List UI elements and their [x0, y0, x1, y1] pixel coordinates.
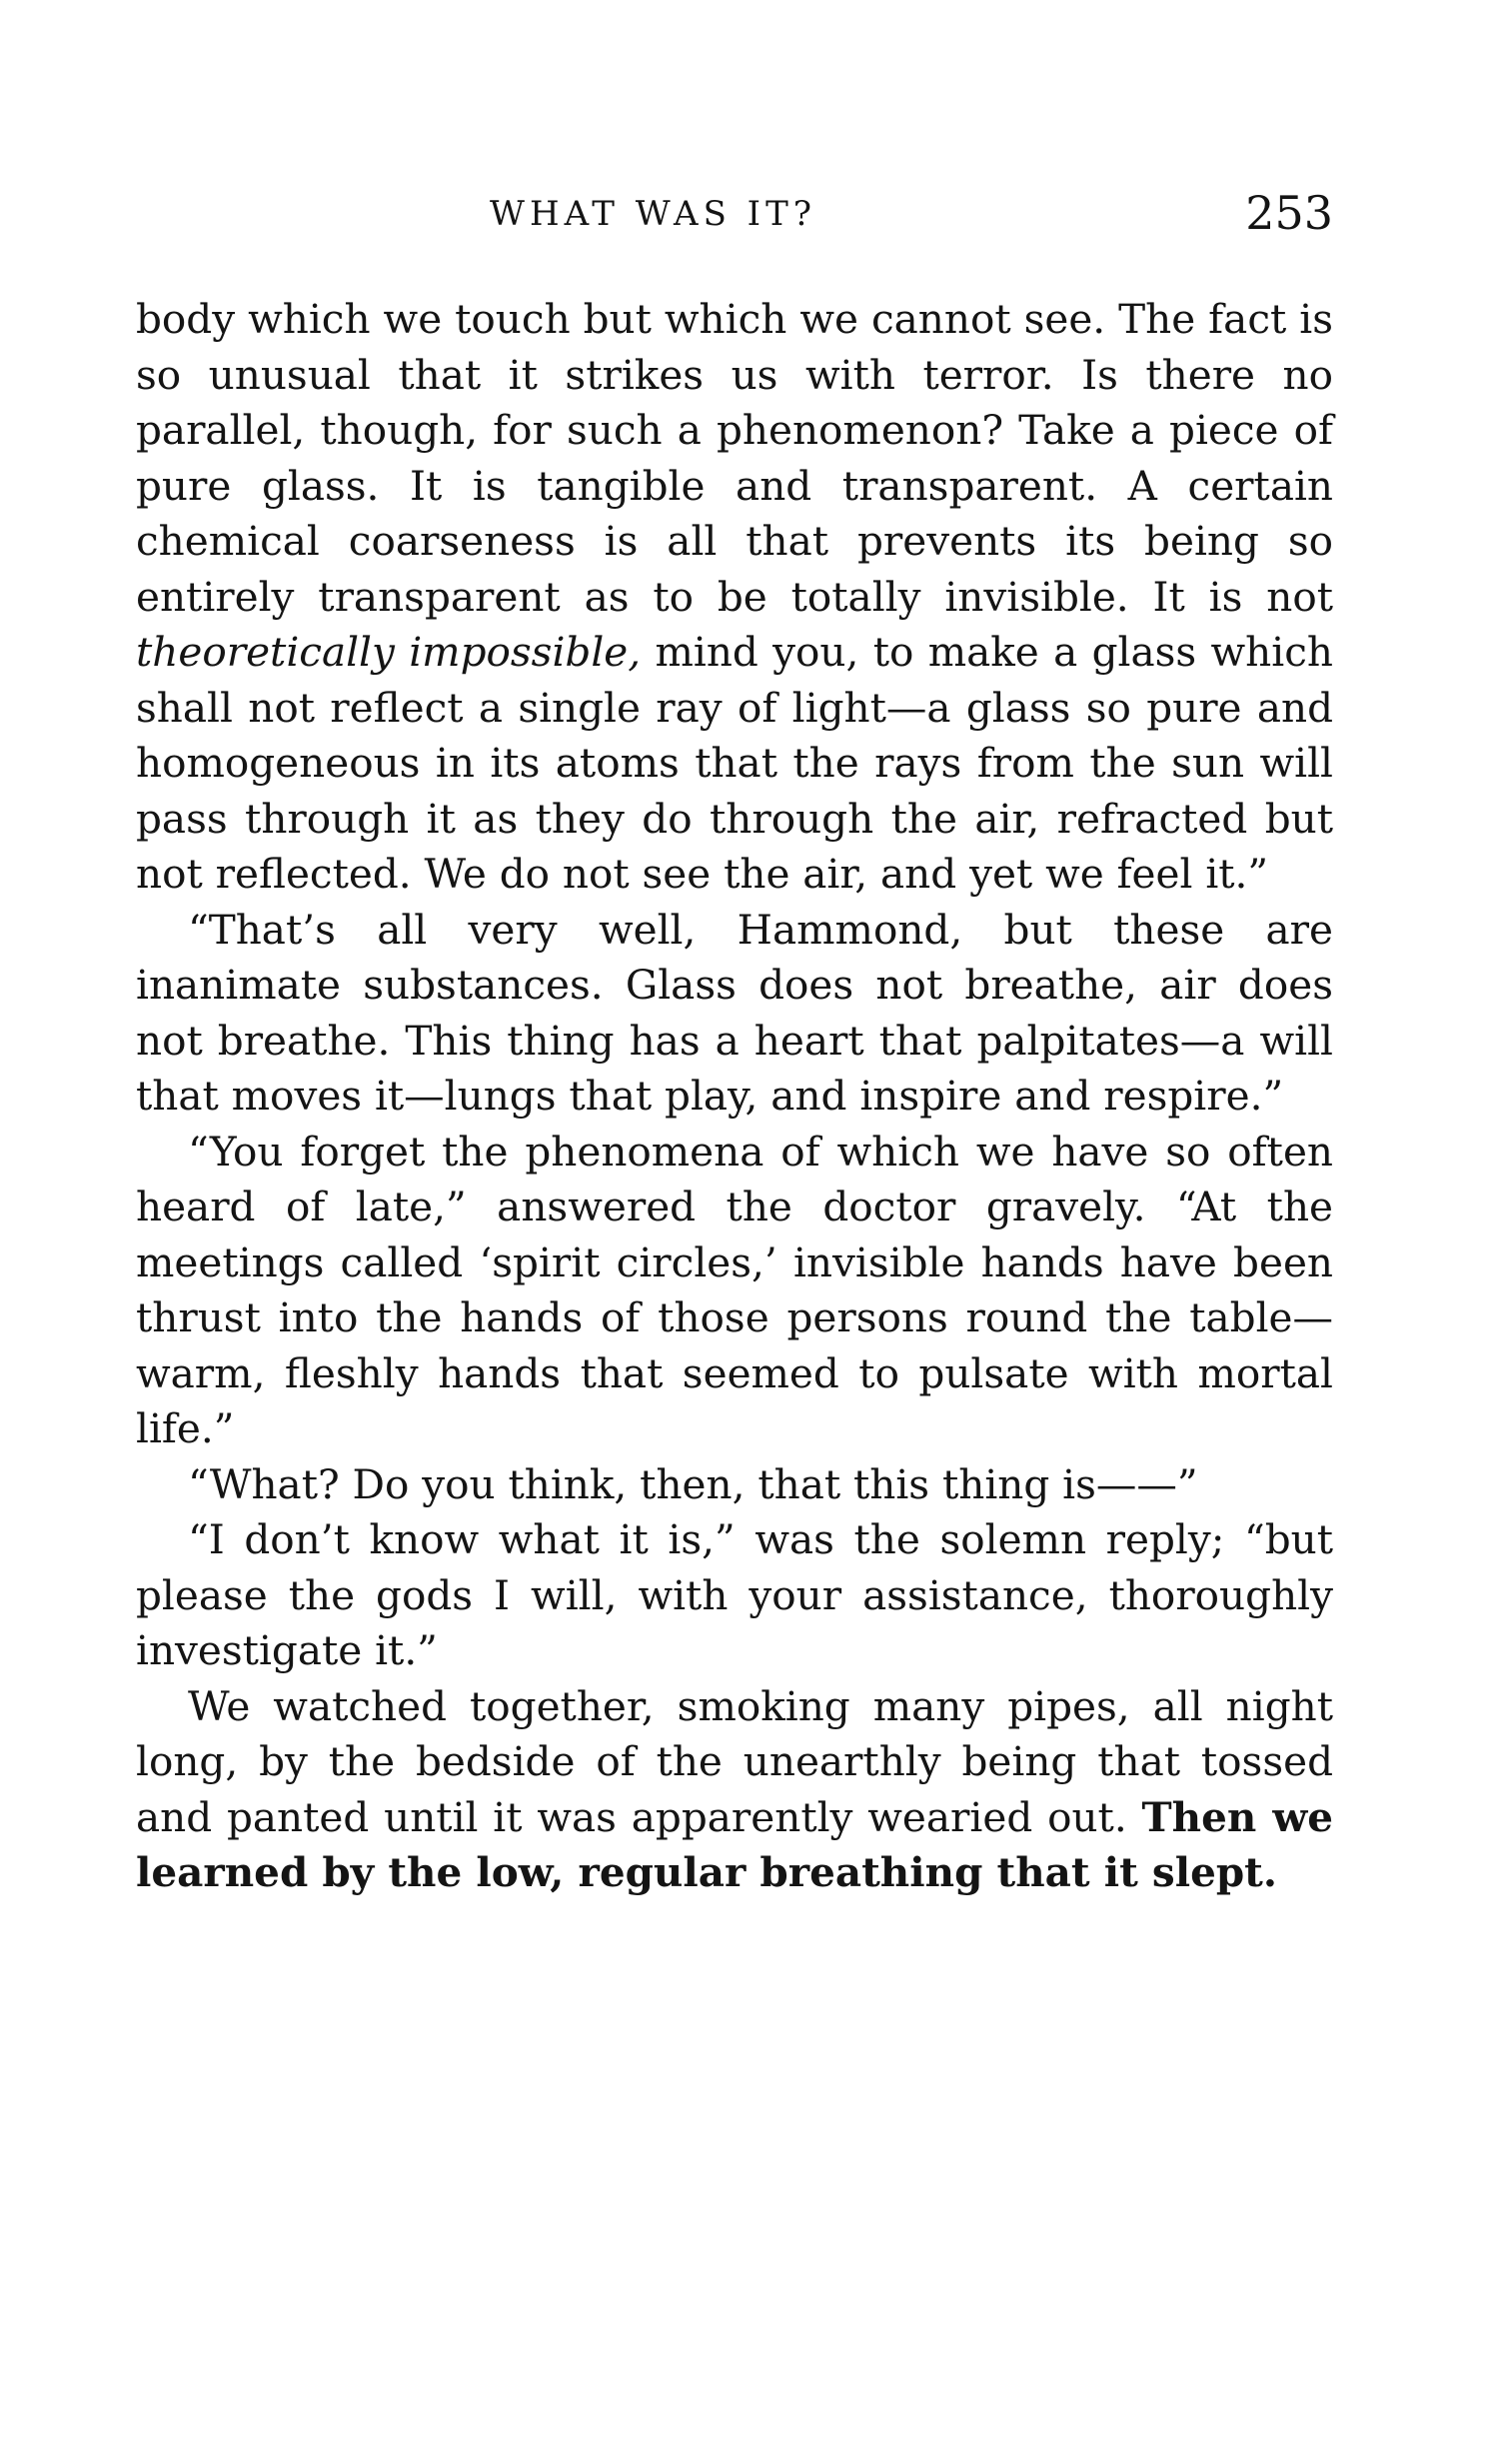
paragraph-5: “I don’t know what it is,” was the solemn reply; “but please the gods I will, with your assistance, thoroughly investigate it.”: [136, 1515, 1333, 1674]
paragraph-1-text-before: body which we touch but which we cannot see. The fact is so unusual that it strikes us with terror. Is there no parallel, though, for such a phenomenon? Take a piece of pure glass. It is tangible and transparent. A certain chemical coarseness is all that prevents its being so entirely transparent as to be totally invisible. It is not: [136, 295, 1333, 621]
running-title: WHAT WAS IT?: [490, 194, 817, 234]
paragraph-6-text: Then we learned by the low, regular breathing that it slept.: [136, 1792, 1334, 1896]
body-text: [136, 292, 1333, 1901]
paragraph-6: [136, 1679, 1333, 1901]
paragraph-4: “What? Do you think, then, that this thing is——”: [188, 1459, 1198, 1508]
page-number: 253: [1245, 186, 1333, 240]
running-head: [138, 186, 1333, 246]
paragraph-2: “That’s all very well, Hammond, but these are inanimate substances. Glass does not breathe, air does not breathe. This thing has a heart that palpitates—a will that moves it—lungs that play, and inspire and respire.”: [136, 905, 1333, 1120]
paragraph-3: “You forget the phenomena of which we have so often heard of late,” answered the doctor gravely. “At the meetings called ‘spirit circles,’ invisible hands have been thrust into the hands of those persons round the table—warm, fleshly hands that seemed to pulsate with mortal life.”: [136, 1127, 1333, 1452]
paragraph-1-text-after: mind you, to make a glass which shall not reflect a single ray of light—a glass so pure and homogeneous in its atoms that the rays from the sun will pass through it as they do through the air, refracted but not reflected. We do not see the air, and yet we feel it.”: [136, 628, 1333, 898]
paragraph-1: [136, 292, 1333, 903]
paragraph-1-emphasis: theoretically impossible,: [136, 628, 642, 676]
paragraph-6-lead: We watched together, smoking many pipes, all night long, by the bedside of the unearthly being that tossed and panted until it was apparently wearied out.: [136, 1681, 1333, 1841]
